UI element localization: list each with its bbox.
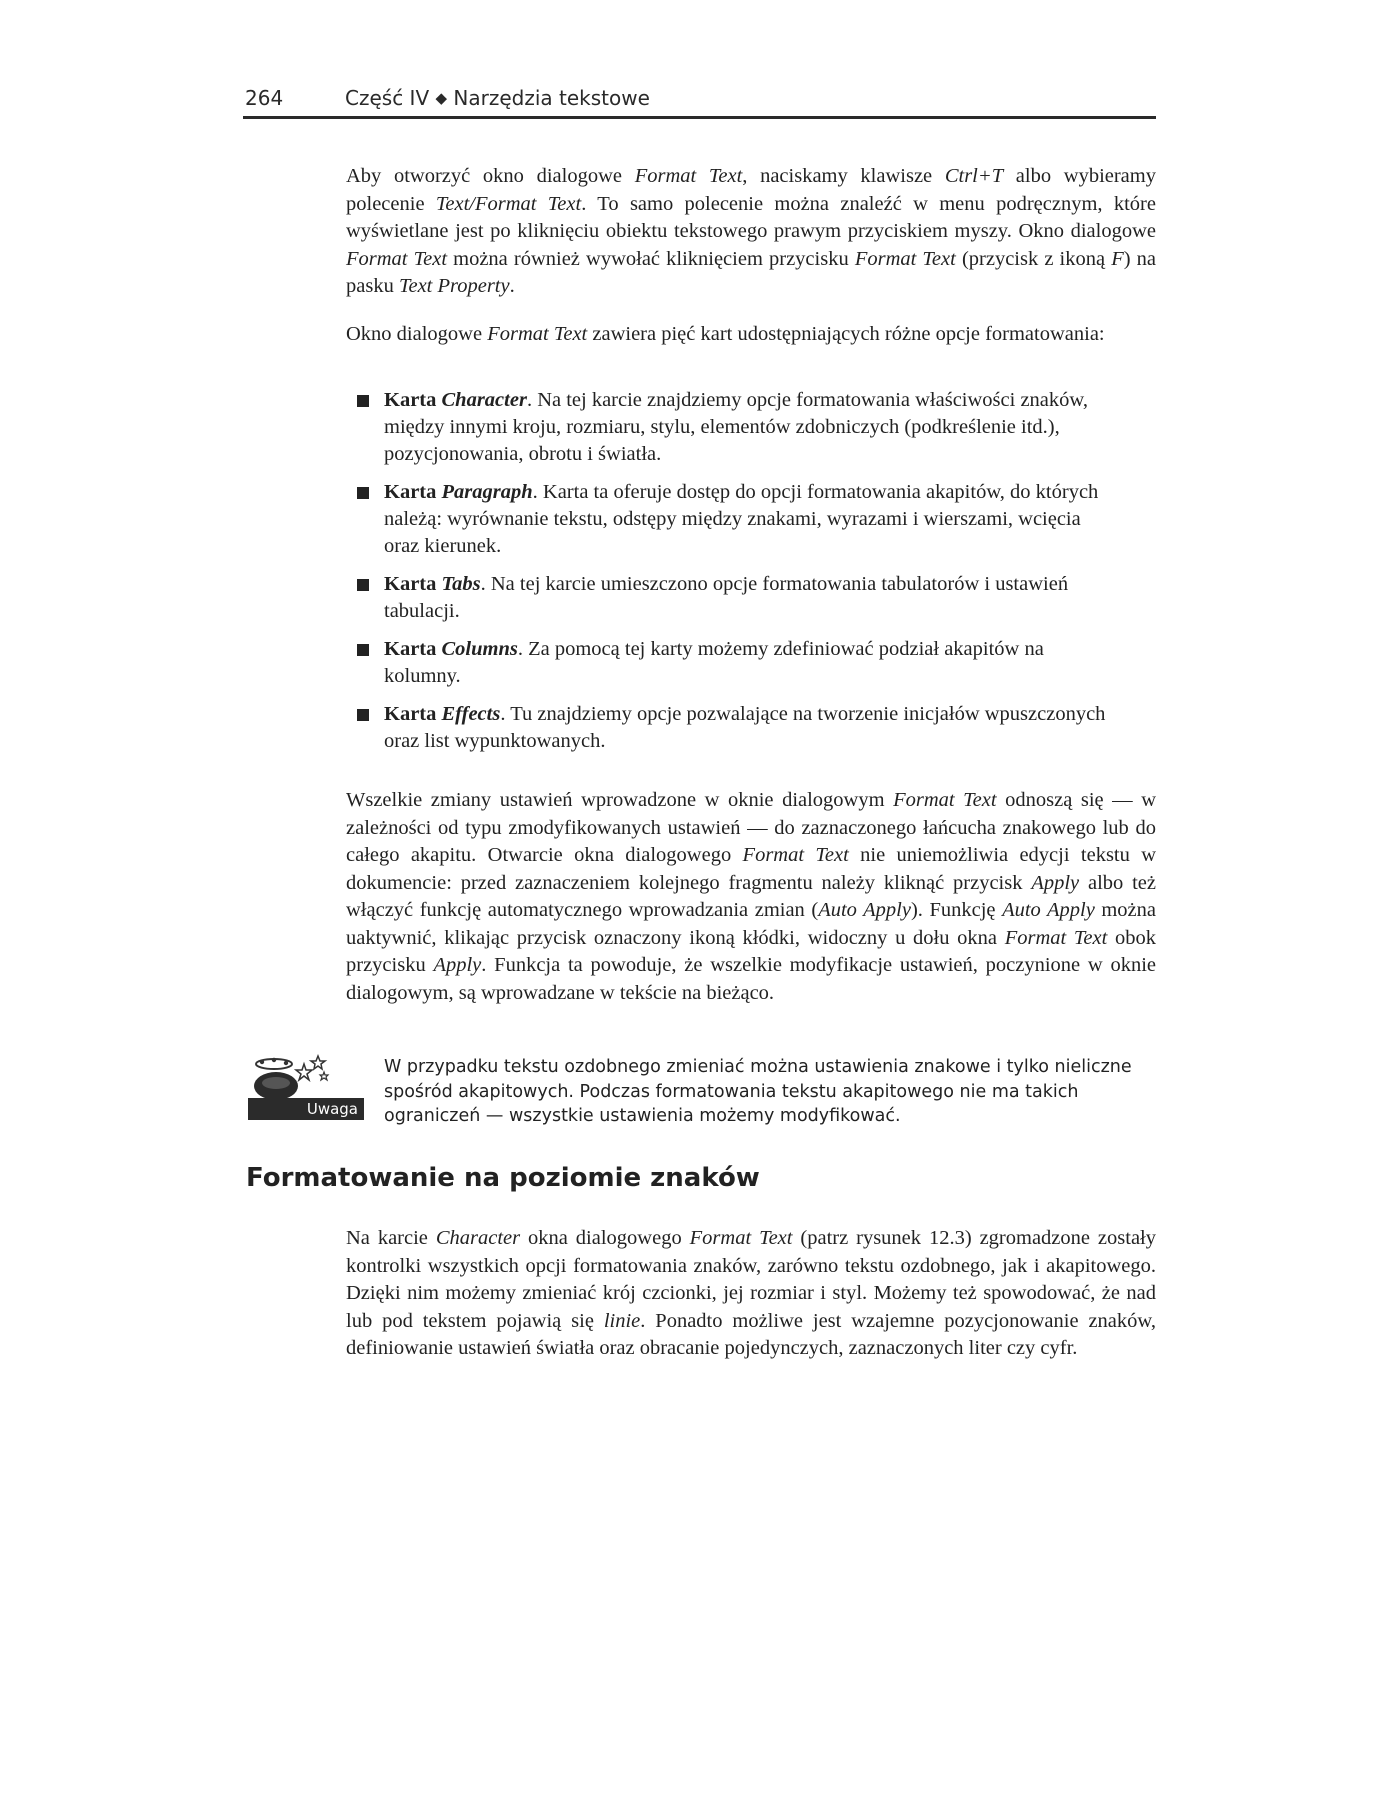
italic-term: linie [603, 1309, 641, 1332]
list-item-text: . Na tej karcie znajdziemy opcje formatowania właściwości znaków, między innymi kroju, rozmiaru, stylu, elementów zdobniczych (podkreślenie itd.), pozycjonowania, obrotu i światła. [384, 389, 1088, 465]
list-item-prefix: Karta [384, 638, 442, 660]
italic-term: Character [435, 1227, 521, 1249]
list-item-prefix: Karta [384, 573, 442, 595]
text-run: ). Funkcję [910, 899, 1003, 921]
text-run: . Ponadto możliwe jest wzajemne pozycjonowanie znaków, definiowanie ustawień światła oraz obracanie pojedynczych, zaznaczonych liter czy cyfr. [346, 1309, 1156, 1359]
italic-term: Text/Format Text [435, 192, 582, 215]
list-item-prefix: Karta [384, 389, 442, 411]
text-run: Na karcie [346, 1227, 436, 1249]
text-run: zawiera pięć kart udostępniających różne opcje formatowania: [587, 323, 1105, 345]
italic-term: Apply [1031, 871, 1080, 894]
text-run: obok przycisku [346, 926, 1156, 976]
header-chapter [345, 86, 650, 110]
paragraph-character-tab [346, 1225, 1156, 1363]
text-run: albo też włączyć funkcję automatycznego wprowadzania zmian ( [346, 871, 1156, 921]
list-item-text: . Na tej karcie umieszczono opcje formatowania tabulatorów i ustawień tabulacji. [384, 573, 1069, 622]
italic-term: Ctrl+T [944, 165, 1004, 187]
list-item-tab-name: Paragraph [441, 481, 533, 503]
italic-term: F [1111, 247, 1124, 270]
section-heading: Formatowanie na poziomie znaków [246, 1163, 760, 1193]
square-bullet-icon [357, 709, 369, 721]
list-item-tab-name: Columns [441, 638, 518, 660]
list-item-tab-name: Effects [441, 703, 501, 725]
square-bullet-icon [357, 579, 369, 591]
text-run: Aby otworzyć okno dialogowe [346, 165, 635, 187]
italic-term: Text Property [398, 275, 510, 297]
note-text: W przypadku tekstu ozdobnego zmieniać można ustawienia znakowe i tylko nieliczne spośród akapitowych. Podczas formatowania tekstu akapitowego nie ma takich ograniczeń — wszystkie ustawienia możemy modyfikować. [384, 1057, 1132, 1126]
italic-term: Format Text [1004, 926, 1108, 949]
list-item [356, 479, 1106, 560]
list-item-text: . Karta ta oferuje dostęp do opcji formatowania akapitów, do których należą: wyrównanie tekstu, odstępy między znakami, wyrazami i wierszami, wcięcia oraz kierunek. [384, 481, 1099, 557]
text-run: . To samo polecenie można znaleźć w menu podręcznym, które wyświetlane jest po kliknięciu obiektu tekstowego prawym przyciskiem myszy. Okno dialogowe [346, 192, 1156, 242]
text-run: (patrz rysunek 12.3) zgromadzone zostały kontrolki wszystkich opcji formatowania znaków, zarówno tekstu ozdobnego, jak i akapitowego. Dzięki nim możemy zmieniać krój czcionki, jej rozmiar i styl. Możemy też spowodować, że nad lub pod tekstem pojawią się [346, 1227, 1156, 1332]
text-run: (przycisk z ikoną [955, 247, 1112, 270]
list-item [356, 636, 1106, 690]
list-item-prefix: Karta [384, 703, 442, 725]
text-run: albo wybieramy polecenie [346, 165, 1156, 215]
italic-term: Format Text [634, 165, 743, 187]
note-label: Uwaga [248, 1098, 364, 1120]
text-run: . Funkcja ta powoduje, że wszelkie modyfikacje ustawień, poczynione w oknie dialogowym, są wprowadzane w tekście na bieżąco. [346, 954, 1157, 1004]
text-run: można uaktywnić, klikając przycisk oznaczony ikoną kłódki, widoczny u dołu okna [346, 899, 1157, 949]
list-item-prefix: Karta [384, 481, 442, 503]
text-run: , naciskamy klawisze [742, 165, 945, 187]
italic-term: Format Text [893, 789, 997, 811]
text-run: Wszelkie zmiany ustawień wprowadzone w oknie dialogowym [346, 789, 894, 811]
square-bullet-icon [357, 395, 369, 407]
tabs-bullet-list [356, 387, 1106, 766]
paragraph-intro [346, 163, 1156, 301]
italic-term: Auto Apply [818, 899, 911, 921]
italic-term: Format Text [487, 323, 588, 345]
italic-term: Format Text [742, 844, 849, 866]
text-run: . [509, 275, 515, 297]
running-header [243, 86, 1156, 119]
list-item-text: . Tu znajdziemy opcje pozwalające na tworzenie inicjałów wpuszczonych oraz list wypunktowanych. [384, 703, 1106, 752]
italic-term: Format Text [346, 247, 448, 270]
text-run: ) na pasku [346, 247, 1156, 297]
paragraph-tabs-intro [346, 321, 1156, 349]
italic-term: Format Text [689, 1227, 793, 1249]
text-run: odnoszą się — w zależności od typu zmodyfikowanych ustawień — do zaznaczonego łańcucha znakowego lub do całego akapitu. Otwarcie okna dialogowego [346, 789, 1157, 866]
text-run: Okno dialogowe [346, 323, 488, 345]
square-bullet-icon [357, 644, 369, 656]
list-item [356, 701, 1106, 755]
page-number: 264 [245, 86, 284, 110]
list-item-text: . Za pomocą tej karty możemy zdefiniować podział akapitów na kolumny. [384, 638, 1044, 687]
square-bullet-icon [357, 487, 369, 499]
list-item [356, 387, 1106, 468]
text-run: można również wywołać kliknięciem przycisku [447, 247, 855, 270]
text-run: okna dialogowego [520, 1227, 690, 1249]
italic-term: Apply [433, 954, 482, 976]
italic-term: Auto Apply [1002, 899, 1095, 921]
list-item-tab-name: Character [441, 389, 527, 411]
list-item-tab-name: Tabs [441, 573, 481, 595]
header-chapter-title: Narzędzia tekstowe [453, 86, 650, 110]
paragraph-changes [346, 787, 1156, 1007]
header-part: Część IV [345, 86, 430, 110]
italic-term: Format Text [854, 247, 956, 270]
list-item [356, 571, 1106, 625]
text-run: nie uniemożliwia edycji tekstu w dokumencie: przed zaznaczeniem kolejnego fragmentu należy kliknąć przycisk [346, 844, 1157, 894]
diamond-separator-icon: ◆ [435, 89, 448, 107]
